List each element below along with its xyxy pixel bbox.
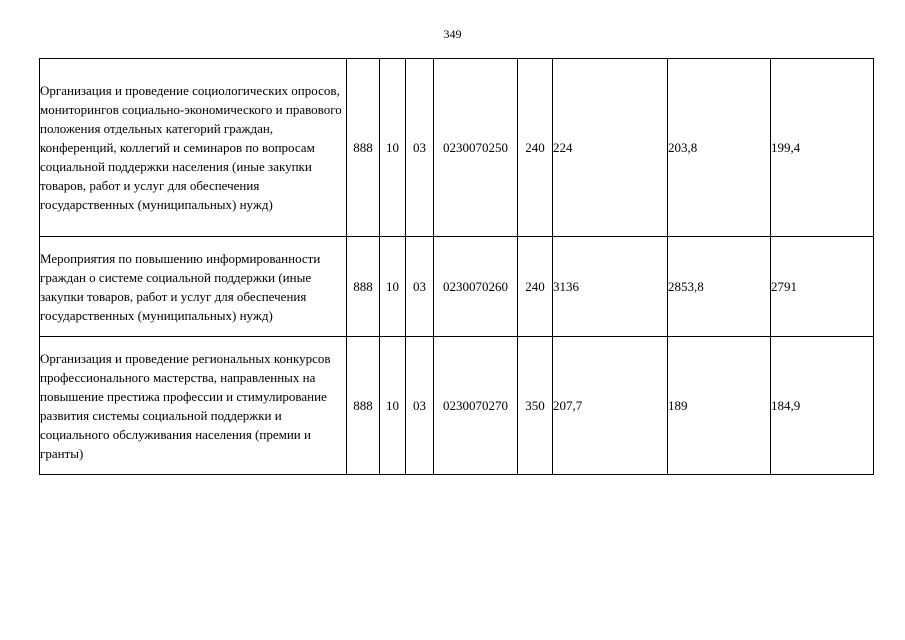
amount-year-2: 2853,8 (668, 237, 771, 337)
subsection-code: 03 (406, 59, 434, 237)
row-description: Организация и проведение региональных конкурсов профессионального мастерства, направленных на повышение престижа профессии и стимулирование развития системы социальной поддержки и социального обслуживания населения (премии и гранты) (40, 337, 347, 475)
subsection-code: 03 (406, 237, 434, 337)
amount-year-1: 224 (553, 59, 668, 237)
amount-year-1: 207,7 (553, 337, 668, 475)
amount-year-2: 189 (668, 337, 771, 475)
expense-type-code: 350 (518, 337, 553, 475)
target-article-code: 0230070250 (434, 59, 518, 237)
page-number: 349 (443, 27, 462, 41)
expense-type-code: 240 (518, 237, 553, 337)
section-code: 10 (380, 59, 406, 237)
row-description: Мероприятия по повышению информированности граждан о системе социальной поддержки (иные закупки товаров, работ и услуг для обеспечения государственных (муниципальных) нужд) (40, 237, 347, 337)
ministry-code: 888 (347, 59, 380, 237)
table-row (40, 59, 874, 237)
amount-year-2: 203,8 (668, 59, 771, 237)
subsection-code: 03 (406, 337, 434, 475)
target-article-code: 0230070260 (434, 237, 518, 337)
expense-type-code: 240 (518, 59, 553, 237)
ministry-code: 888 (347, 237, 380, 337)
table-row (40, 237, 874, 337)
ministry-code: 888 (347, 337, 380, 475)
budget-table (39, 58, 874, 475)
amount-year-3: 184,9 (771, 337, 874, 475)
amount-year-3: 2791 (771, 237, 874, 337)
section-code: 10 (380, 237, 406, 337)
row-description: Организация и проведение социологических опросов, мониторингов социально-экономического и правового положения отдельных категорий граждан, конференций, коллегий и семинаров по вопросам социальной поддержки населения (иные закупки товаров, работ и услуг для обеспечения государственных (муниципальных) нужд) (40, 59, 347, 237)
target-article-code: 0230070270 (434, 337, 518, 475)
section-code: 10 (380, 337, 406, 475)
table-row (40, 337, 874, 475)
amount-year-1: 3136 (553, 237, 668, 337)
amount-year-3: 199,4 (771, 59, 874, 237)
